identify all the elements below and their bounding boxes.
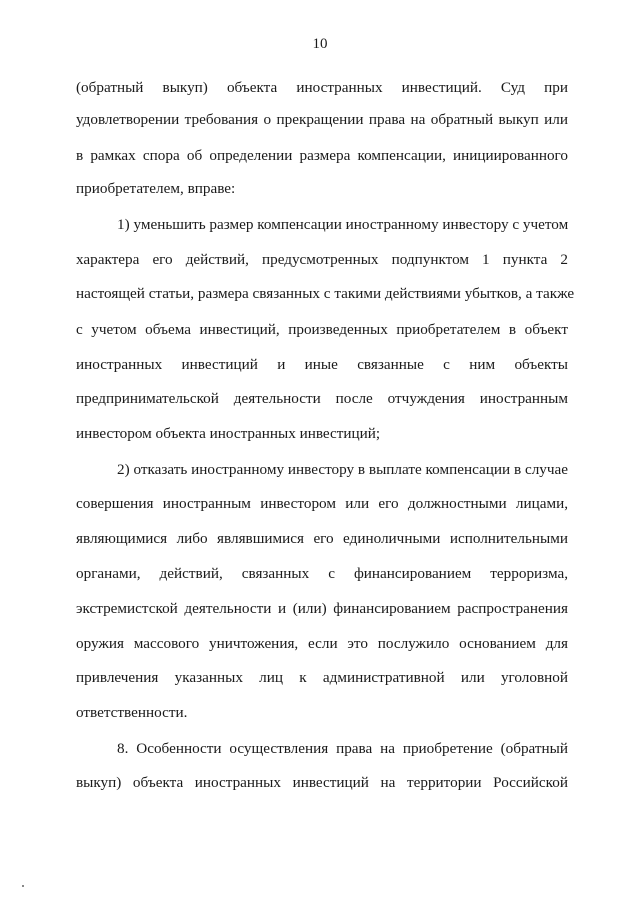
text-line: предпринимательской деятельности после отчуждения иностранным <box>76 390 568 407</box>
text-line: приобретателем, вправе: <box>76 180 236 197</box>
text-line: выкуп) объекта иностранных инвестиций на территории Российской <box>76 774 568 791</box>
text-line: привлечения указанных лиц к административной или уголовной <box>76 669 568 686</box>
text-line: оружия массового уничтожения, если это послужило основанием для <box>76 635 568 652</box>
list-item-1-line: 1) уменьшить размер компенсации иностранному инвестору с учетом <box>117 216 569 233</box>
section-8-line: 8. Особенности осуществления права на приобретение (обратный <box>117 740 568 757</box>
text-line: в рамках спора об определении размера компенсации, инициированного <box>76 147 568 164</box>
scan-speck <box>22 885 24 887</box>
text-line: удовлетворении требования о прекращении права на обратный выкуп или <box>76 111 568 128</box>
text-line: являющимися либо являвшимися его единоличными исполнительными <box>76 530 568 547</box>
text-line: характера его действий, предусмотренных подпунктом 1 пункта 2 <box>76 251 568 268</box>
text-line: совершения иностранным инвестором или его должностными лицами, <box>76 495 568 512</box>
list-item-2-line: 2) отказать иностранному инвестору в выплате компенсации в случае <box>117 461 568 478</box>
text-line: иностранных инвестиций и иные связанные с ним объекты <box>76 356 568 373</box>
text-line: с учетом объема инвестиций, произведенных приобретателем в объект <box>76 321 568 338</box>
text-line: органами, действий, связанных с финансированием терроризма, <box>76 565 568 582</box>
text-line: экстремистской деятельности и (или) финансированием распространения <box>76 600 568 617</box>
text-line: (обратный выкуп) объекта иностранных инвестиций. Суд при <box>76 79 568 96</box>
text-line: ответственности. <box>76 704 188 721</box>
text-line: настоящей статьи, размера связанных с такими действиями убытков, а также <box>76 285 575 302</box>
page-number: 10 <box>312 36 328 52</box>
text-line: инвестором объекта иностранных инвестиций; <box>76 425 381 442</box>
